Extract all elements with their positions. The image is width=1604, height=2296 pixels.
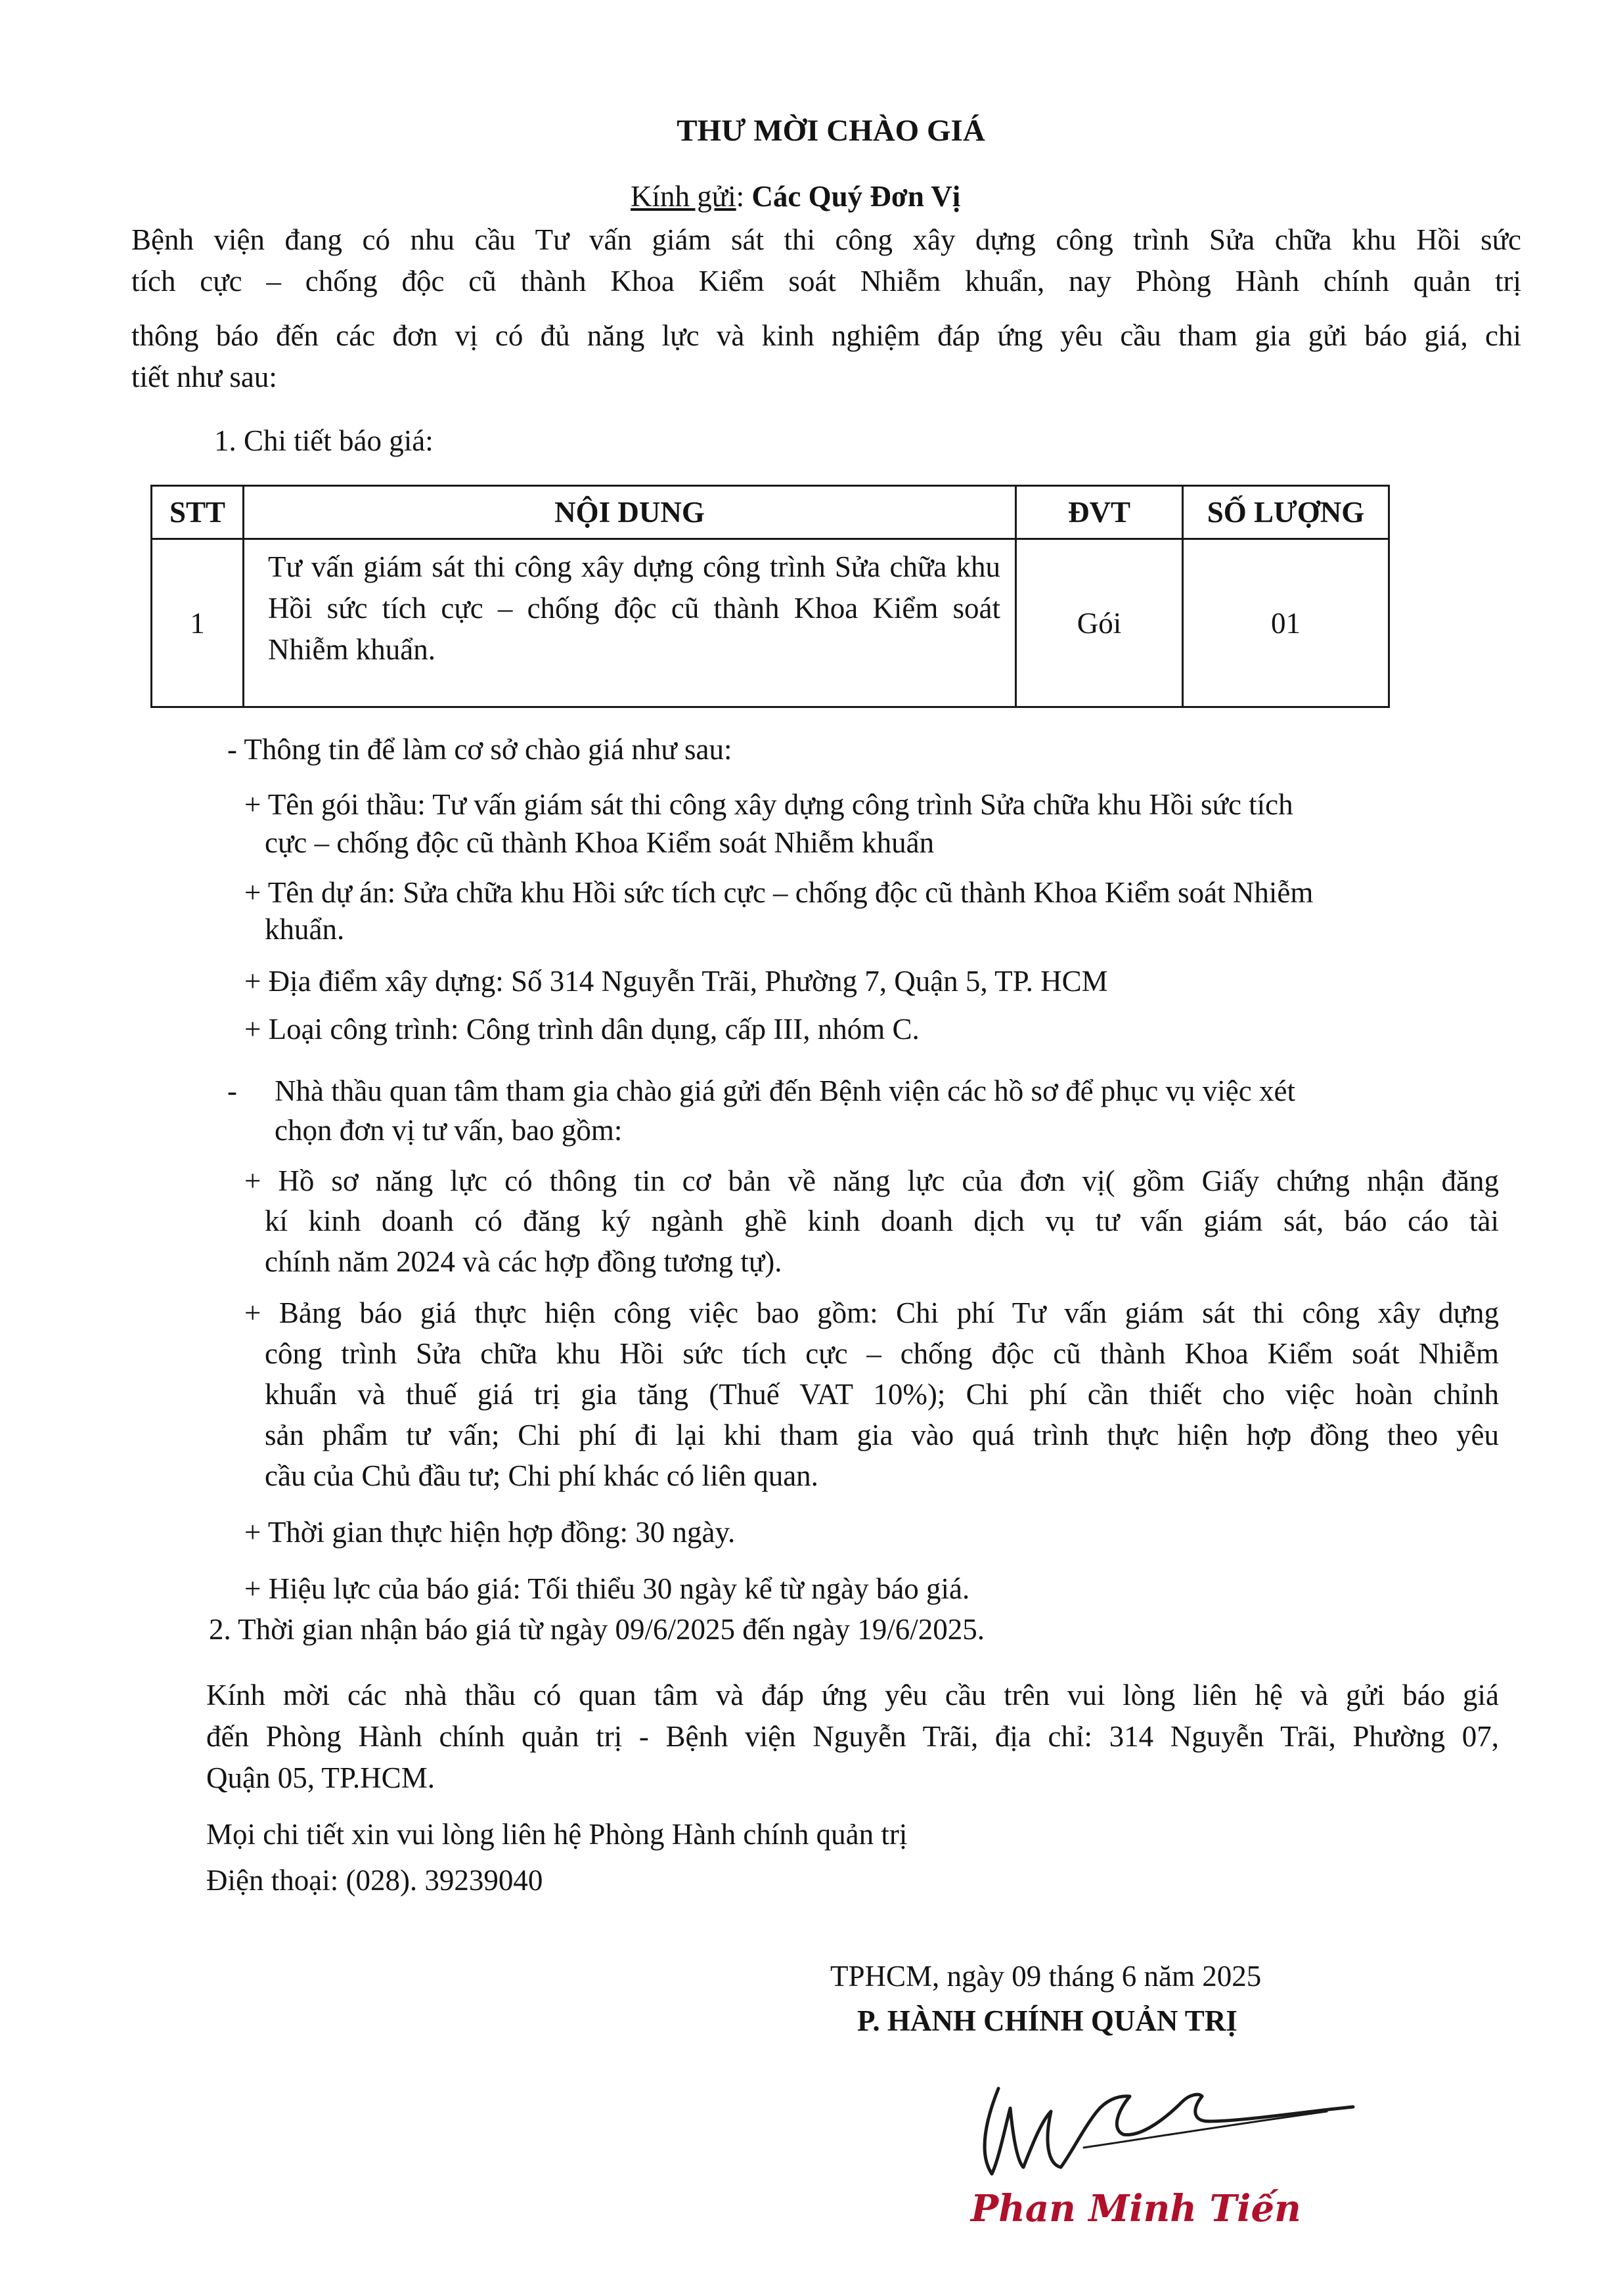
- info-heading: - Thông tin để làm cơ sở chào giá như sau:: [227, 733, 732, 766]
- header-unit: ĐVT: [1016, 486, 1183, 539]
- greeting: [631, 176, 960, 217]
- docs-quote-line-3: khuẩn và thuế giá trị gia tăng (Thuế VAT 10%); Chi phí cần thiết cho việc hoàn chỉnh: [265, 1378, 1499, 1411]
- info-project-line-2: khuẩn.: [265, 913, 345, 946]
- cell-content: Tư vấn giám sát thi công xây dựng công trình Sửa chữa khu Hồi sức tích cực – chống độc cũ thành Khoa Kiểm soát Nhiễm khuẩn.: [244, 539, 1016, 707]
- header-content: NỘI DUNG: [244, 486, 1016, 539]
- intro-line-1: Bệnh viện đang có nhu cầu Tư vấn giám sát thi công xây dựng công trình Sửa chữa khu Hồi sức: [131, 223, 1521, 256]
- info-package-line-2: cực – chống độc cũ thành Khoa Kiểm soát Nhiễm khuẩn: [265, 826, 935, 859]
- signature-department: P. HÀNH CHÍNH QUẢN TRỊ: [857, 2004, 1237, 2037]
- closing-line-1: Kính mời các nhà thầu có quan tâm và đáp ứng yêu cầu trên vui lòng liên hệ và gửi báo giá: [206, 1679, 1499, 1711]
- signature-place-date: TPHCM, ngày 09 tháng 6 năm 2025: [830, 1960, 1262, 1993]
- section-2-heading: 2. Thời gian nhận báo giá từ ngày 09/6/2025 đến ngày 19/6/2025.: [209, 1613, 985, 1646]
- header-stt: STT: [152, 486, 244, 539]
- closing-line-3: Quận 05, TP.HCM.: [206, 1761, 435, 1794]
- info-type: + Loại công trình: Công trình dân dụng, cấp III, nhóm C.: [244, 1013, 920, 1046]
- docs-dash: -: [227, 1074, 237, 1107]
- docs-quote-line-2: công trình Sửa chữa khu Hồi sức tích cực – chống độc cũ thành Khoa Kiểm soát Nhiễm: [265, 1337, 1499, 1370]
- table-row: [152, 539, 1389, 707]
- closing-line-2: đến Phòng Hành chính quản trị - Bệnh viện Nguyễn Trãi, địa chỉ: 314 Nguyễn Trãi, Phường 07,: [206, 1720, 1499, 1753]
- docs-profile-line-1: + Hồ sơ năng lực có thông tin cơ bản về năng lực của đơn vị( gồm Giấy chứng nhận đăng: [244, 1164, 1499, 1197]
- info-location: + Địa điểm xây dựng: Số 314 Nguyễn Trãi, Phường 7, Quận 5, TP. HCM: [244, 965, 1108, 998]
- greeting-recipient: Các Quý Đơn Vị: [751, 180, 961, 213]
- closing-phone: Điện thoại: (028). 39239040: [206, 1864, 543, 1897]
- intro-line-2: tích cực – chống độc cũ thành Khoa Kiểm soát Nhiễm khuẩn, nay Phòng Hành chính quản trị: [131, 265, 1521, 298]
- docs-quote-line-5: cầu của Chủ đầu tư; Chi phí khác có liên quan.: [265, 1459, 818, 1492]
- docs-quote-line-4: sản phẩm tư vấn; Chi phí đi lại khi tham gia vào quá trình thực hiện hợp đồng theo yêu: [265, 1419, 1499, 1451]
- docs-heading-line-1: Nhà thầu quan tâm tham gia chào giá gửi đến Bệnh viện các hồ sơ để phục vụ việc xét: [275, 1074, 1295, 1107]
- header-qty: SỐ LƯỢNG: [1183, 486, 1389, 539]
- greeting-colon: :: [736, 180, 745, 213]
- info-package-line-1: + Tên gói thầu: Tư vấn giám sát thi công xây dựng công trình Sửa chữa khu Hồi sức tích: [244, 788, 1293, 821]
- docs-validity: + Hiệu lực của báo giá: Tối thiểu 30 ngày kể từ ngày báo giá.: [244, 1572, 970, 1605]
- document-title: THƯ MỜI CHÀO GIÁ: [677, 114, 985, 148]
- greeting-label: Kính gửi: [631, 180, 736, 213]
- intro-line-3: thông báo đến các đơn vị có đủ năng lực và kinh nghiệm đáp ứng yêu cầu tham gia gửi báo giá, chi: [131, 319, 1521, 352]
- signatory-name: Phan Minh Tiến: [971, 2187, 1301, 2230]
- cell-stt: 1: [152, 539, 244, 707]
- cell-unit: Gói: [1016, 539, 1183, 707]
- table-header-row: [152, 486, 1389, 539]
- info-project-line-1: + Tên dự án: Sửa chữa khu Hồi sức tích cực – chống độc cũ thành Khoa Kiểm soát Nhiễm: [244, 876, 1314, 909]
- section-1-heading: 1. Chi tiết báo giá:: [214, 424, 434, 457]
- intro-line-4: tiết như sau:: [131, 361, 277, 393]
- cell-qty: 01: [1183, 539, 1389, 707]
- docs-profile-line-2: kí kinh doanh có đăng ký ngành ghề kinh doanh dịch vụ tư vấn giám sát, báo cáo tài: [265, 1204, 1499, 1237]
- closing-contact: Mọi chi tiết xin vui lòng liên hệ Phòng Hành chính quản trị: [206, 1818, 908, 1851]
- docs-profile-line-3: chính năm 2024 và các hợp đồng tương tự).: [265, 1245, 782, 1278]
- quote-table: [150, 485, 1390, 708]
- docs-heading-line-2: chọn đơn vị tư vấn, bao gồm:: [275, 1114, 623, 1147]
- docs-quote-line-1: + Bảng báo giá thực hiện công việc bao gồm: Chi phí Tư vấn giám sát thi công xây dựng: [244, 1296, 1499, 1329]
- docs-duration: + Thời gian thực hiện hợp đồng: 30 ngày.: [244, 1516, 736, 1549]
